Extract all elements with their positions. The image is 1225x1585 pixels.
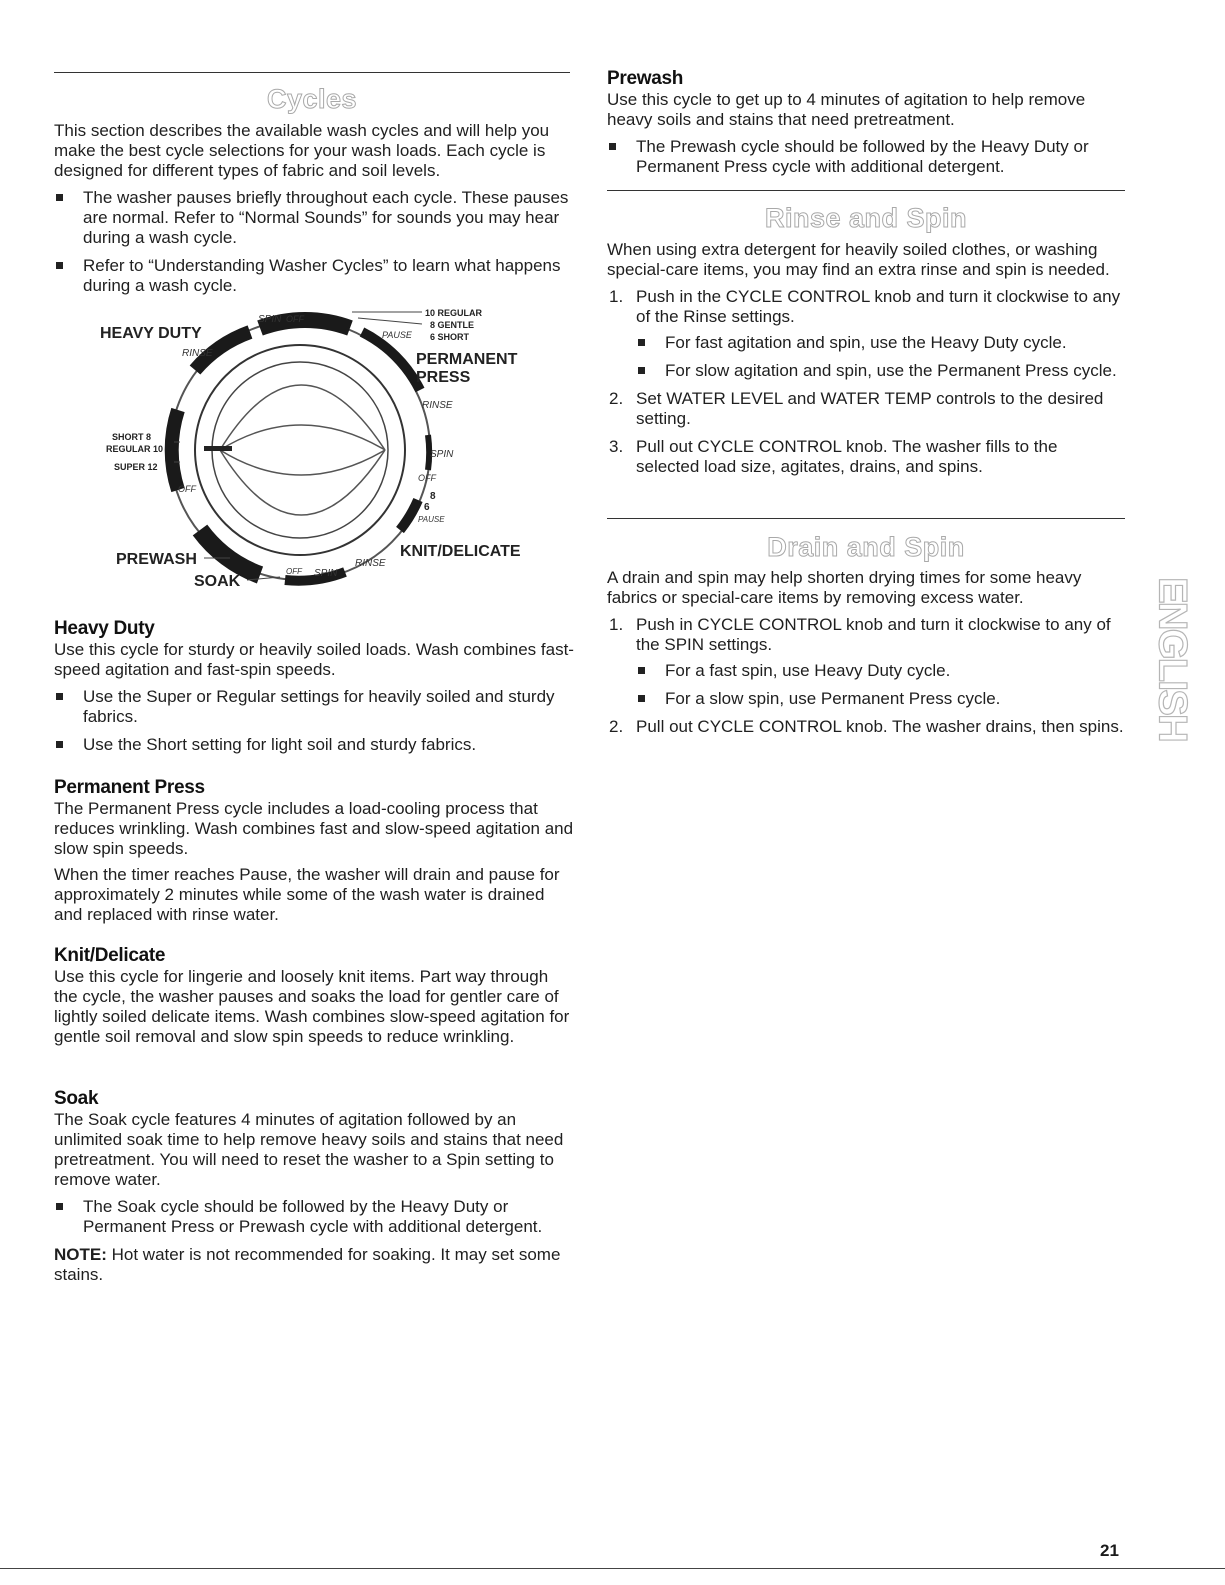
prewash-body: Use this cycle to get up to 4 minutes of agitation to help remove heavy soils and stains that need pretreatment. [607, 90, 1086, 129]
dial-label-soak: SOAK [194, 573, 241, 590]
drain-spin-step [607, 717, 1125, 737]
dial-label-8: 8 [430, 491, 436, 502]
dial-arc-right [428, 435, 429, 470]
language-tab-svg [1150, 575, 1195, 815]
permanent-press-section [54, 777, 574, 925]
cycles-bullets [54, 188, 574, 296]
dial-label-heavy-duty: HEAVY DUTY [100, 325, 202, 342]
dial-pointer [204, 446, 232, 451]
rinse-spin-steps [607, 287, 1125, 477]
dial-label-prewash: PREWASH [116, 551, 197, 568]
dial-label-off: OFF [418, 473, 436, 483]
cycles-title: Cycles [266, 84, 358, 114]
prewash-bullet: The Prewash cycle should be followed by the Heavy Duty or Permanent Press cycle with additional detergent. [607, 137, 1125, 177]
dial-label-short-8: SHORT 8 [112, 432, 152, 442]
step-text: Set WATER LEVEL and WATER TEMP controls to the desired setting. [636, 389, 1104, 428]
dial-label-pause: PAUSE [418, 515, 445, 524]
rule-rinse-spin [607, 190, 1125, 191]
rinse-spin-title: Rinse and Spin [764, 203, 968, 233]
soak-bullet: The Soak cycle should be followed by the Heavy Duty or Permanent Press or Prewash cycle with additional detergent. [54, 1197, 574, 1237]
rinse-spin-sub-bullet: For slow agitation and spin, use the Permanent Press cycle. [636, 361, 1125, 381]
dial-label-press: PRESS [416, 369, 471, 386]
language-side-tab [1150, 575, 1195, 815]
dial-label-knit-delicate: KNIT/DELICATE [400, 543, 521, 560]
cycles-bullet: The washer pauses briefly throughout each cycle. These pauses are normal. Refer to “Normal Sounds” for sounds you may hear during a wash cycle. [54, 188, 574, 248]
note-text: Hot water is not recommended for soaking. It may set some stains. [54, 1245, 561, 1284]
dial-label-10-regular: 10 REGULAR [425, 308, 483, 318]
step-text: Pull out CYCLE CONTROL knob. The washer drains, then spins. [636, 717, 1124, 736]
knit-delicate-body: Use this cycle for lingerie and loosely knit items. Part way through the cycle, the washer pauses and soaks the load for gentler care of lightly soiled delicate items. Wash combines slow-speed agitation for gentle soil removal and slow spin speeds to reduce wrinkling. [54, 967, 570, 1046]
dial-label-off: OFF [178, 484, 196, 494]
dial-label-rinse: RINSE [182, 348, 213, 359]
permanent-press-body: The Permanent Press cycle includes a load-cooling process that reduces wrinkling. Wash combines fast and slow-speed agitation and slow spin speeds. [54, 799, 574, 858]
rinse-spin-step [607, 287, 1125, 381]
dial-label-off: OFF [286, 314, 304, 324]
knit-delicate-heading: Knit/Delicate [54, 945, 166, 966]
heavy-duty-bullet: Use the Short setting for light soil and sturdy fabrics. [54, 735, 574, 755]
dial-label-8-gentle: 8 GENTLE [430, 320, 475, 330]
dial-label-spin: SPIN [314, 568, 338, 579]
dial-label-rinse: RINSE [355, 558, 386, 569]
rule-drain-spin [607, 518, 1125, 519]
leader-line [358, 318, 422, 324]
step-text: Push in CYCLE CONTROL knob and turn it clockwise to any of the SPIN settings. [636, 615, 1111, 654]
soak-heading: Soak [54, 1088, 99, 1109]
rinse-spin-step [607, 389, 1125, 429]
cycles-intro-block [54, 121, 574, 296]
dial-label-pause: PAUSE [382, 330, 412, 340]
dial-label-spin: SPIN [258, 314, 282, 325]
step-text: Pull out CYCLE CONTROL knob. The washer fills to the selected load size, agitates, drains, and spins. [636, 437, 1058, 476]
permanent-press-body: When the timer reaches Pause, the washer will drain and pause for approximately 2 minutes while some of the wash water is drained and replaced with rinse water. [54, 865, 560, 924]
step-number: 2. [609, 389, 624, 408]
drain-spin-sub-bullet: For a fast spin, use Heavy Duty cycle. [636, 661, 1125, 681]
dial-label-regular-10: REGULAR 10 [106, 444, 164, 454]
cycles-bullet: Refer to “Understanding Washer Cycles” to learn what happens during a wash cycle. [54, 256, 574, 296]
drain-spin-sub-bullet: For a slow spin, use Permanent Press cycle. [636, 689, 1125, 709]
step-number: 1. [609, 615, 624, 634]
page-number: 21 [1100, 1541, 1119, 1560]
dial-label-super-12: SUPER 12 [114, 462, 158, 472]
drain-spin-intro: A drain and spin may help shorten drying times for some heavy fabrics or special-care items by removing excess water. [607, 568, 1082, 607]
dial-label-permanent: PERMANENT [416, 351, 518, 368]
heavy-duty-heading: Heavy Duty [54, 618, 155, 639]
prewash-bullets [607, 137, 1125, 177]
heavy-duty-body: Use this cycle for sturdy or heavily soiled loads. Wash combines fast-speed agitation and fast-spin speeds. [54, 640, 574, 679]
cycles-intro: This section describes the available wash cycles and will help you make the best cycle selections for your wash loads. Each cycle is designed for different types of fabric and soil levels. [54, 121, 550, 180]
dial-label-spin: SPIN [430, 449, 454, 460]
drain-spin-section [607, 568, 1125, 737]
rinse-spin-sub-bullet: For fast agitation and spin, use the Heavy Duty cycle. [636, 333, 1125, 353]
drain-spin-sub-bullets [636, 661, 1125, 709]
step-number: 3. [609, 437, 624, 456]
dial-label-6-short: 6 SHORT [430, 332, 470, 342]
prewash-heading: Prewash [607, 68, 684, 89]
dial-label-rinse: RINSE [422, 400, 453, 411]
step-text: Push in the CYCLE CONTROL knob and turn it clockwise to any of the Rinse settings. [636, 287, 1121, 326]
drain-spin-title: Drain and Spin [767, 532, 965, 562]
drain-spin-steps [607, 615, 1125, 737]
drain-spin-step [607, 615, 1125, 709]
language-tab-label: ENGLISH [1150, 577, 1195, 741]
soak-body: The Soak cycle features 4 minutes of agitation followed by an unlimited soak time to help remove heavy soils and stains that need pretreatment. You will need to reset the washer to a Spin setting to remove water. [54, 1110, 564, 1189]
heavy-duty-bullet: Use the Super or Regular settings for heavily soiled and sturdy fabrics. [54, 687, 574, 727]
prewash-section [607, 68, 1125, 177]
note-label: NOTE: [54, 1245, 107, 1264]
soak-note [54, 1245, 574, 1285]
rinse-spin-sub-bullets [636, 333, 1125, 381]
cycle-control-dial-illustration [100, 300, 540, 600]
rinse-spin-intro: When using extra detergent for heavily soiled clothes, or washing special-care items, you may find an extra rinse and spin is needed. [607, 240, 1110, 279]
bottom-rule [0, 1568, 1225, 1569]
top-rule-left [54, 72, 570, 73]
dial-arc-left [172, 410, 178, 490]
dial-label-off: OFF [286, 567, 302, 576]
heavy-duty-section [54, 618, 574, 755]
permanent-press-heading: Permanent Press [54, 777, 205, 798]
dial-label-6: 6 [424, 502, 430, 513]
rinse-spin-section [607, 240, 1125, 477]
rinse-spin-step [607, 437, 1125, 477]
dial-svg [100, 300, 540, 600]
step-number: 2. [609, 717, 624, 736]
knit-delicate-section [54, 945, 574, 1047]
step-number: 1. [609, 287, 624, 306]
soak-bullets [54, 1197, 574, 1237]
soak-section [54, 1088, 574, 1285]
heavy-duty-bullets [54, 687, 574, 755]
